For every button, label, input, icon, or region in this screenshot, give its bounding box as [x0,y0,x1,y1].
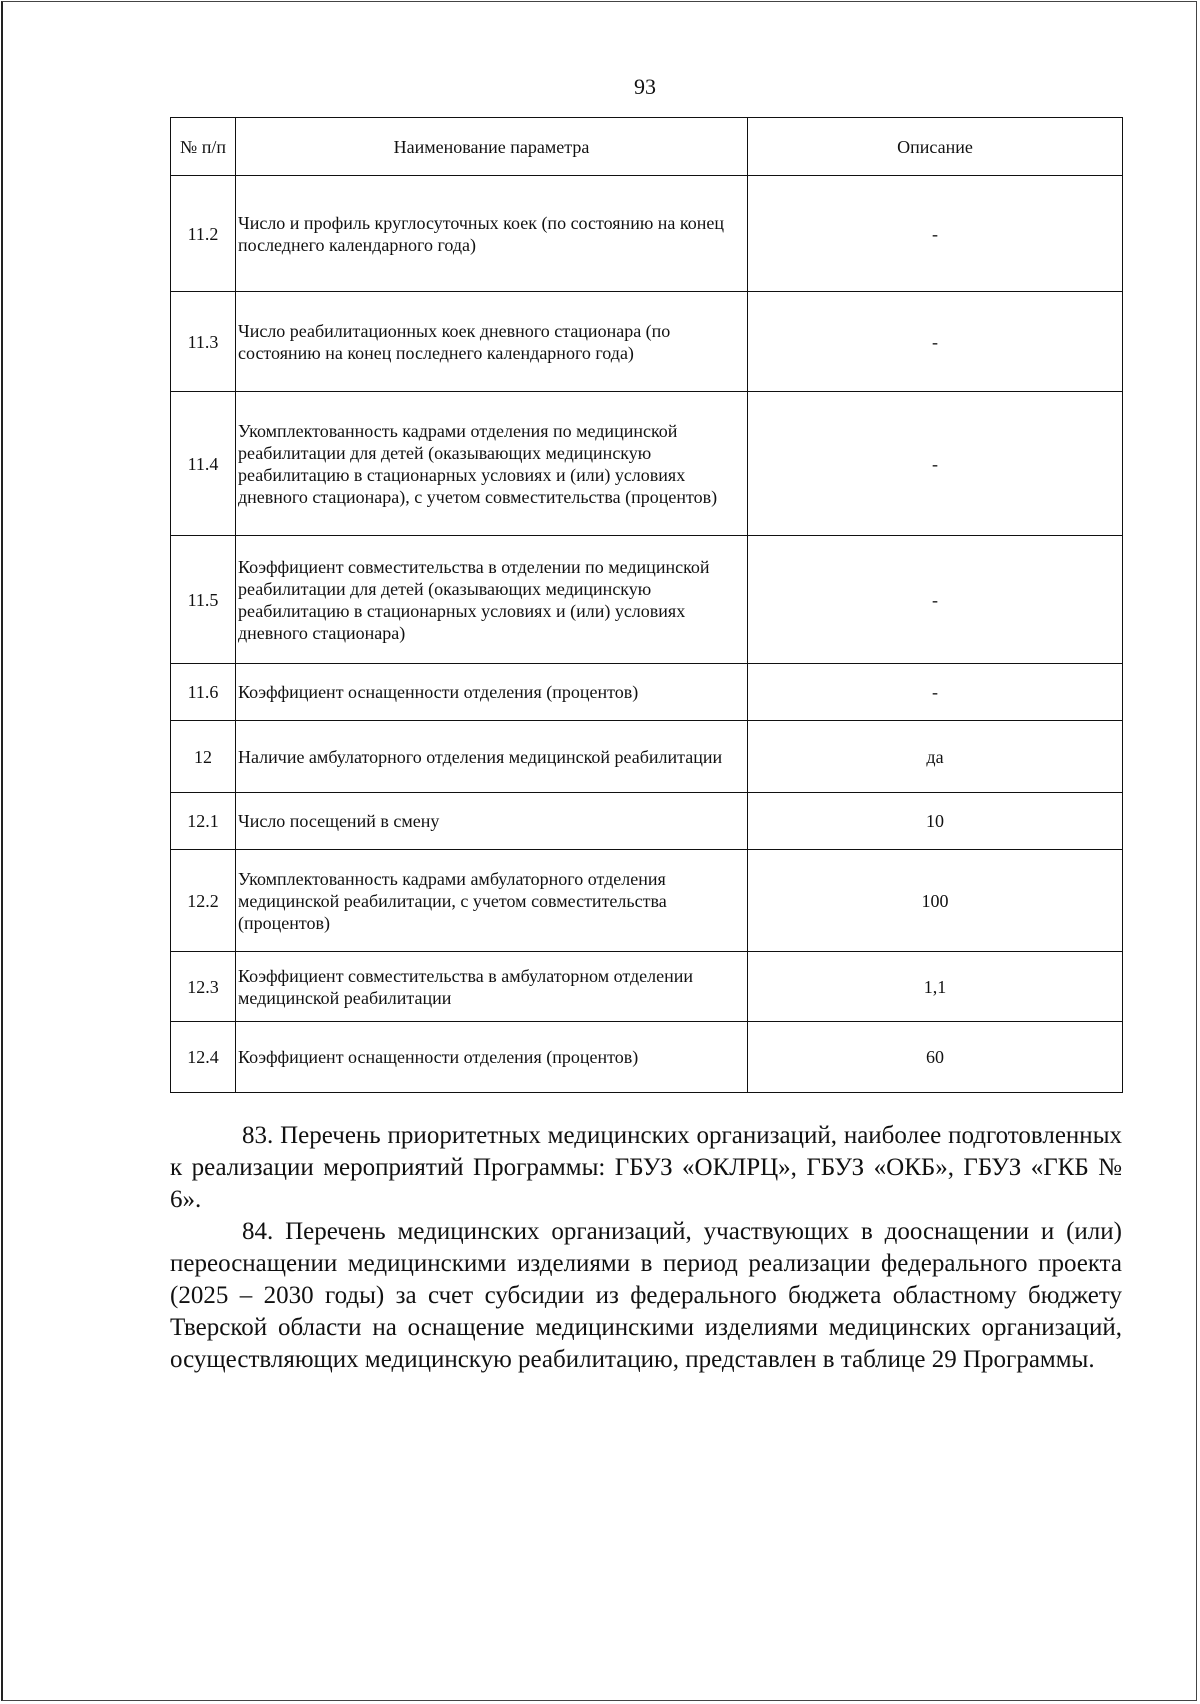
row-name: Число посещений в смену [236,793,748,850]
row-desc: да [748,721,1123,793]
row-desc: 60 [748,1022,1123,1093]
row-name: Наличие амбулаторного отделения медицинской реабилитации [236,721,748,793]
table-row [171,1022,1123,1093]
row-num: 11.2 [171,176,236,292]
row-name: Укомплектованность кадрами амбулаторного отделения медицинской реабилитации, с учетом совместительства (процентов) [236,850,748,952]
row-num: 12 [171,721,236,793]
row-desc: - [748,176,1123,292]
row-desc: - [748,536,1123,664]
row-desc: - [748,664,1123,721]
row-desc: 100 [748,850,1123,952]
row-num: 12.3 [171,952,236,1022]
row-num: 12.4 [171,1022,236,1093]
row-name: Коэффициент оснащенности отделения (процентов) [236,664,748,721]
table-row [171,850,1123,952]
paragraph-84: 84. Перечень медицинских организаций, участвующих в дооснащении и (или) переоснащении медицинскими изделиями в период реализации федерального проекта (2025 – 2030 годы) за счет субсидии из федерального бюджета областному бюджету Тверской области на оснащение медицинскими изделиями медицинских организаций, осуществляющих медицинскую реабилитацию, представлен в таблице 29 Программы. [170,1218,1122,1373]
row-name: Коэффициент оснащенности отделения (процентов) [236,1022,748,1093]
paragraph-83: 83. Перечень приоритетных медицинских организаций, наиболее подготовленных к реализации мероприятий Программы: ГБУЗ «ОКЛРЦ», ГБУЗ «ОКБ», ГБУЗ «ГКБ № 6». [170,1122,1122,1213]
table-row [171,292,1123,392]
row-desc: - [748,392,1123,536]
header-desc: Описание [748,118,1123,176]
page-number: 93 [634,74,656,99]
row-num: 12.1 [171,793,236,850]
table-row [171,664,1123,721]
table-header-row [171,118,1123,176]
row-name: Коэффициент совместительства в амбулаторном отделении медицинской реабилитации [236,952,748,1022]
row-num: 11.4 [171,392,236,536]
row-num: 11.6 [171,664,236,721]
body-text [170,1120,1122,1376]
row-name: Число и профиль круглосуточных коек (по состоянию на конец последнего календарного года) [236,176,748,292]
row-desc: 1,1 [748,952,1123,1022]
header-name: Наименование параметра [236,118,748,176]
row-num: 11.3 [171,292,236,392]
row-num: 12.2 [171,850,236,952]
row-desc: - [748,292,1123,392]
header-num: № п/п [171,118,236,176]
row-desc: 10 [748,793,1123,850]
row-name: Укомплектованность кадрами отделения по медицинской реабилитации для детей (оказывающих медицинскую реабилитацию в стационарных условиях и (или) условиях дневного стационара), с учетом совместительства (процентов) [236,392,748,536]
row-name: Число реабилитационных коек дневного стационара (по состоянию на конец последнего календарного года) [236,292,748,392]
parameters-table [170,117,1123,1093]
row-num: 11.5 [171,536,236,664]
table-row [171,536,1123,664]
table-row [171,176,1123,292]
table-row [171,793,1123,850]
row-name: Коэффициент совместительства в отделении по медицинской реабилитации для детей (оказывающих медицинскую реабилитацию в стационарных условиях и (или) условиях дневного стационара) [236,536,748,664]
table-row [171,392,1123,536]
table-row [171,952,1123,1022]
table-row [171,721,1123,793]
